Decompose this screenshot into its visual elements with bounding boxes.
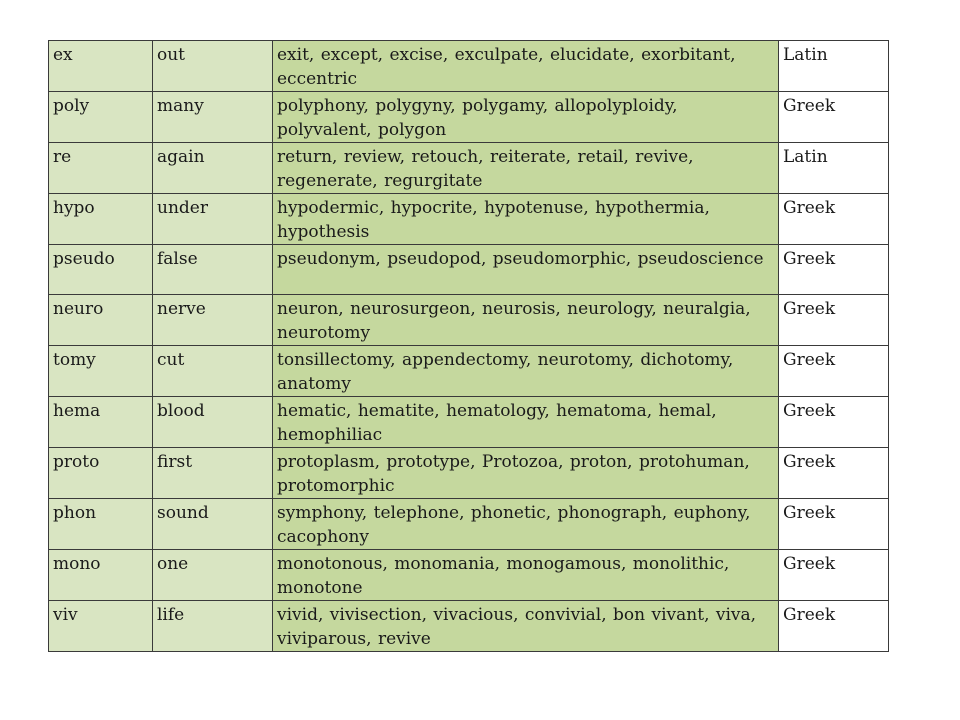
examples-cell: polyphony, polygyny, polygamy, allopolyploidy, polyvalent, polygon (273, 92, 779, 143)
examples-cell: hypodermic, hypocrite, hypotenuse, hypothermia, hypothesis (273, 194, 779, 245)
examples-cell: pseudonym, pseudopod, pseudomorphic, pseudoscience (273, 245, 779, 295)
table-row (49, 346, 889, 397)
origin-cell: Greek (779, 397, 889, 448)
table-row (49, 448, 889, 499)
root-cell: hema (49, 397, 153, 448)
table-row (49, 41, 889, 92)
origin-cell: Greek (779, 92, 889, 143)
table-body (49, 41, 889, 652)
examples-cell: exit, except, excise, exculpate, elucidate, exorbitant, eccentric (273, 41, 779, 92)
meaning-cell: sound (153, 499, 273, 550)
table-row (49, 245, 889, 295)
origin-cell: Latin (779, 143, 889, 194)
origin-cell: Greek (779, 601, 889, 652)
meaning-cell: out (153, 41, 273, 92)
meaning-cell: first (153, 448, 273, 499)
origin-cell: Latin (779, 41, 889, 92)
origin-cell: Greek (779, 295, 889, 346)
origin-cell: Greek (779, 245, 889, 295)
root-cell: tomy (49, 346, 153, 397)
examples-cell: symphony, telephone, phonetic, phonograph, euphony, cacophony (273, 499, 779, 550)
origin-cell: Greek (779, 499, 889, 550)
examples-cell: return, review, retouch, reiterate, retail, revive, regenerate, regurgitate (273, 143, 779, 194)
examples-cell: vivid, vivisection, vivacious, convivial, bon vivant, viva, viviparous, revive (273, 601, 779, 652)
origin-cell: Greek (779, 346, 889, 397)
table-row (49, 194, 889, 245)
meaning-cell: nerve (153, 295, 273, 346)
origin-cell: Greek (779, 448, 889, 499)
root-cell: pseudo (49, 245, 153, 295)
word-roots-table (48, 40, 889, 652)
meaning-cell: blood (153, 397, 273, 448)
table-row (49, 601, 889, 652)
meaning-cell: false (153, 245, 273, 295)
word-roots-sheet (48, 40, 888, 652)
table-row (49, 550, 889, 601)
table-row (49, 397, 889, 448)
meaning-cell: one (153, 550, 273, 601)
examples-cell: hematic, hematite, hematology, hematoma, hemal, hemophiliac (273, 397, 779, 448)
root-cell: poly (49, 92, 153, 143)
root-cell: phon (49, 499, 153, 550)
root-cell: re (49, 143, 153, 194)
root-cell: viv (49, 601, 153, 652)
meaning-cell: again (153, 143, 273, 194)
root-cell: mono (49, 550, 153, 601)
examples-cell: tonsillectomy, appendectomy, neurotomy, dichotomy, anatomy (273, 346, 779, 397)
examples-cell: protoplasm, prototype, Protozoa, proton, protohuman, protomorphic (273, 448, 779, 499)
root-cell: proto (49, 448, 153, 499)
meaning-cell: life (153, 601, 273, 652)
root-cell: hypo (49, 194, 153, 245)
meaning-cell: under (153, 194, 273, 245)
root-cell: neuro (49, 295, 153, 346)
table-row (49, 143, 889, 194)
origin-cell: Greek (779, 194, 889, 245)
meaning-cell: cut (153, 346, 273, 397)
table-row (49, 499, 889, 550)
root-cell: ex (49, 41, 153, 92)
examples-cell: monotonous, monomania, monogamous, monolithic, monotone (273, 550, 779, 601)
examples-cell: neuron, neurosurgeon, neurosis, neurology, neuralgia, neurotomy (273, 295, 779, 346)
table-row (49, 92, 889, 143)
meaning-cell: many (153, 92, 273, 143)
origin-cell: Greek (779, 550, 889, 601)
table-row (49, 295, 889, 346)
